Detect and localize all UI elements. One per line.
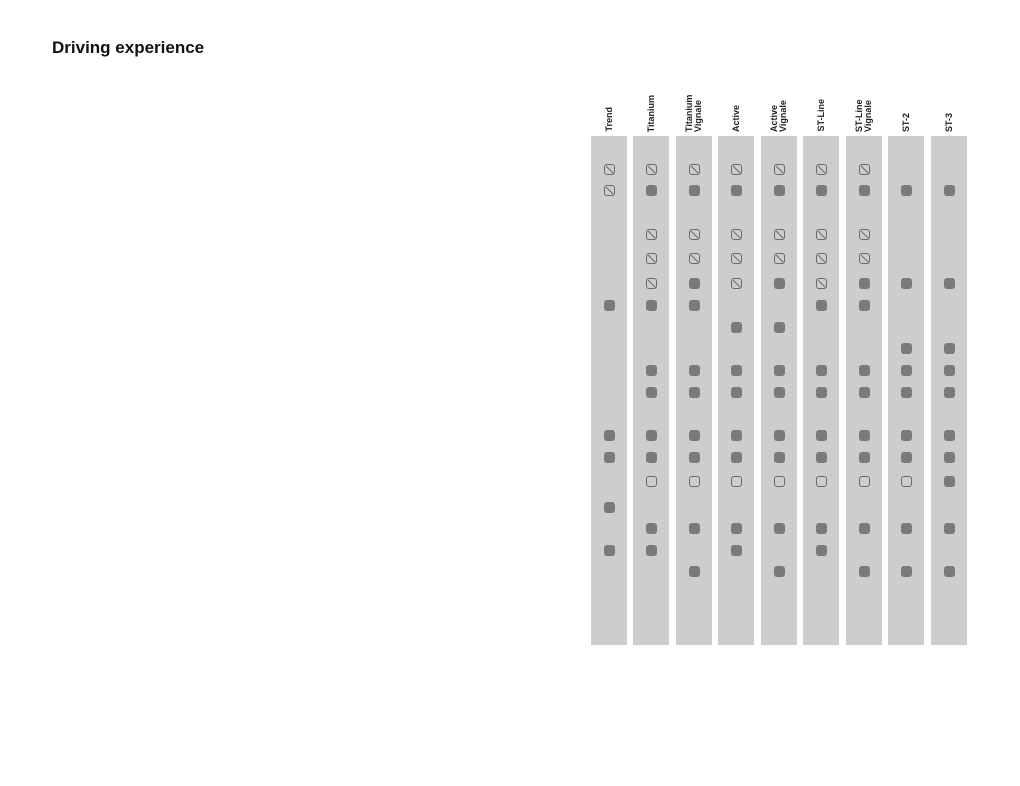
standard-mark-icon (859, 185, 870, 196)
option-pack-mark-icon (774, 253, 785, 264)
standard-mark-icon (604, 430, 615, 441)
option-pack-mark-icon (816, 253, 827, 264)
option-pack-mark-icon (731, 229, 742, 240)
standard-mark-icon (901, 343, 912, 354)
standard-mark-icon (944, 365, 955, 376)
column-header-label: ST-2 (900, 112, 911, 132)
standard-mark-icon (944, 185, 955, 196)
standard-mark-icon (944, 523, 955, 534)
option-pack-mark-icon (816, 164, 827, 175)
standard-mark-icon (859, 300, 870, 311)
option-pack-mark-icon (689, 253, 700, 264)
standard-mark-icon (731, 185, 742, 196)
standard-mark-icon (646, 452, 657, 463)
column-header-st-line (803, 84, 839, 132)
standard-mark-icon (901, 365, 912, 376)
option-pack-mark-icon (774, 164, 785, 175)
standard-mark-icon (689, 387, 700, 398)
standard-mark-icon (944, 343, 955, 354)
standard-mark-icon (604, 545, 615, 556)
option-pack-mark-icon (859, 229, 870, 240)
standard-mark-icon (816, 452, 827, 463)
option-mark-icon (646, 476, 657, 487)
option-pack-mark-icon (774, 229, 785, 240)
standard-mark-icon (816, 545, 827, 556)
option-pack-mark-icon (646, 278, 657, 289)
standard-mark-icon (901, 185, 912, 196)
standard-mark-icon (774, 278, 785, 289)
standard-mark-icon (646, 545, 657, 556)
standard-mark-icon (901, 387, 912, 398)
standard-mark-icon (816, 430, 827, 441)
option-pack-mark-icon (646, 253, 657, 264)
standard-mark-icon (731, 430, 742, 441)
option-pack-mark-icon (731, 278, 742, 289)
standard-mark-icon (859, 278, 870, 289)
standard-mark-icon (859, 566, 870, 577)
column-header-active (718, 84, 754, 132)
column-header-label: Trend (603, 107, 614, 132)
option-mark-icon (689, 476, 700, 487)
option-pack-mark-icon (604, 164, 615, 175)
standard-mark-icon (944, 452, 955, 463)
standard-mark-icon (731, 452, 742, 463)
option-mark-icon (859, 476, 870, 487)
standard-mark-icon (901, 278, 912, 289)
standard-mark-icon (689, 523, 700, 534)
column-header-label: ST-Line (815, 99, 826, 132)
column-header-label: ST-3 (943, 112, 954, 132)
column-header-st-line-vignale (846, 84, 882, 132)
standard-mark-icon (731, 387, 742, 398)
standard-mark-icon (944, 476, 955, 487)
option-pack-mark-icon (689, 229, 700, 240)
column-header-titanium (633, 84, 669, 132)
standard-mark-icon (604, 452, 615, 463)
column-header-titanium-vignale (676, 84, 712, 132)
option-mark-icon (816, 476, 827, 487)
standard-mark-icon (774, 322, 785, 333)
option-pack-mark-icon (646, 164, 657, 175)
column-header-active-vignale (761, 84, 797, 132)
standard-mark-icon (731, 545, 742, 556)
standard-mark-icon (689, 566, 700, 577)
standard-mark-icon (646, 387, 657, 398)
column-trend (591, 136, 627, 645)
standard-mark-icon (901, 566, 912, 577)
standard-mark-icon (774, 387, 785, 398)
column-header-label: Active Vignale (769, 100, 788, 132)
standard-mark-icon (944, 566, 955, 577)
standard-mark-icon (816, 523, 827, 534)
option-mark-icon (901, 476, 912, 487)
option-mark-icon (774, 476, 785, 487)
standard-mark-icon (689, 278, 700, 289)
option-pack-mark-icon (604, 185, 615, 196)
standard-mark-icon (859, 365, 870, 376)
standard-mark-icon (731, 365, 742, 376)
standard-mark-icon (689, 185, 700, 196)
option-pack-mark-icon (816, 229, 827, 240)
standard-mark-icon (774, 452, 785, 463)
standard-mark-icon (646, 185, 657, 196)
standard-mark-icon (944, 278, 955, 289)
column-header-st-2 (888, 84, 924, 132)
standard-mark-icon (816, 387, 827, 398)
standard-mark-icon (774, 430, 785, 441)
standard-mark-icon (859, 387, 870, 398)
option-pack-mark-icon (731, 253, 742, 264)
column-header-label: Titanium (645, 94, 656, 132)
standard-mark-icon (689, 452, 700, 463)
option-pack-mark-icon (816, 278, 827, 289)
standard-mark-icon (816, 300, 827, 311)
column-header-label: Titanium Vignale (684, 94, 703, 132)
standard-mark-icon (646, 523, 657, 534)
option-pack-mark-icon (859, 164, 870, 175)
page-title: Driving experience (52, 38, 205, 57)
standard-mark-icon (944, 430, 955, 441)
option-pack-mark-icon (646, 229, 657, 240)
standard-mark-icon (731, 322, 742, 333)
standard-mark-icon (816, 185, 827, 196)
standard-mark-icon (774, 185, 785, 196)
column-header-st-3 (931, 84, 967, 132)
standard-mark-icon (774, 365, 785, 376)
standard-mark-icon (774, 523, 785, 534)
standard-mark-icon (774, 566, 785, 577)
standard-mark-icon (731, 523, 742, 534)
column-header-label: ST-Line Vignale (854, 99, 873, 132)
standard-mark-icon (901, 523, 912, 534)
standard-mark-icon (944, 387, 955, 398)
column-header-trend (591, 84, 627, 132)
standard-mark-icon (604, 502, 615, 513)
option-pack-mark-icon (859, 253, 870, 264)
standard-mark-icon (646, 430, 657, 441)
standard-mark-icon (689, 300, 700, 311)
option-pack-mark-icon (731, 164, 742, 175)
column-header-label: Active (730, 104, 741, 132)
standard-mark-icon (901, 452, 912, 463)
standard-mark-icon (646, 365, 657, 376)
option-pack-mark-icon (689, 164, 700, 175)
standard-mark-icon (816, 365, 827, 376)
standard-mark-icon (901, 430, 912, 441)
standard-mark-icon (859, 430, 870, 441)
standard-mark-icon (859, 523, 870, 534)
standard-mark-icon (604, 300, 615, 311)
standard-mark-icon (689, 430, 700, 441)
standard-mark-icon (646, 300, 657, 311)
standard-mark-icon (859, 452, 870, 463)
standard-mark-icon (689, 365, 700, 376)
option-mark-icon (731, 476, 742, 487)
